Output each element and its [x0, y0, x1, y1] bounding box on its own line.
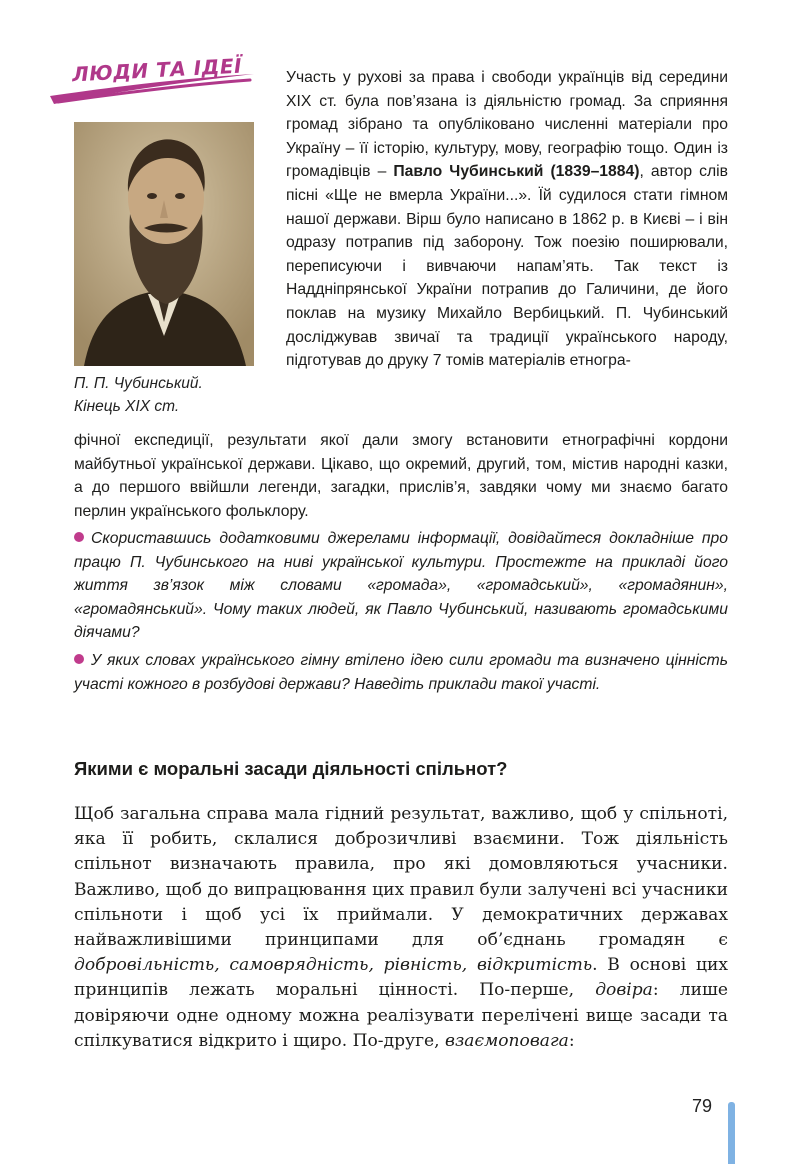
portrait-image	[74, 122, 254, 366]
body-text: :	[568, 1030, 575, 1051]
page-side-bar	[728, 1102, 735, 1164]
emphasis-principles: добровільність, самоврядність, рівність, відкритість	[74, 955, 593, 976]
highlighted-name: Павло Чубинський (1839–1884)	[393, 163, 640, 181]
intro-text: Участь у рухові за права і свободи українців від середини XIX ст. була пов’язана із діяльністю громад. За сприяння громад зібрано та опубліковано численні матеріали про Україну – її історію, культуру, мову, географію тощо. Один із громадівців –	[286, 69, 728, 181]
portrait-caption	[74, 372, 264, 418]
task-item	[74, 649, 728, 696]
caption-line: П. П. Чубинський.	[74, 375, 203, 392]
emphasis-respect: взаємоповага	[445, 1030, 569, 1051]
body-text: Щоб загальна справа мала гідний результат, важливо, щоб у спільноті, яка її робить, склалися доброзичливі взаємини. Тож діяльність спільнот визначають правила, про які домовляються учасники. Важливо, щоб до випрацювання цих правил були залучені всі учасники спільноти і щоб усі їх приймали. У демократичних державах найважливішими принципами для об’єднань громадян є	[74, 804, 728, 951]
body-text: . В основі цих принципів лежать моральні цінності. По-перше,	[74, 955, 728, 1001]
emphasis-trust: довіра	[595, 980, 653, 1001]
bullet-icon	[74, 654, 84, 664]
rubric-header	[44, 52, 259, 114]
task-text: У яких словах українського гімну втілено ідею сили громади та визначено цінність участі кожного в розбудові держави? Наведіть приклади такої участі.	[74, 652, 728, 693]
portrait-photo	[74, 122, 254, 366]
intro-text: фічної експедиції, результати якої дали змогу встановити етнографічні кордони майбутньої української держави. Цікаво, що окремий, другий, том, містив народні казки, а до першого ввійшли легенди, загадки, прислів’я, завдяки чому ми знаємо багато перлин українського фольклору.	[74, 432, 728, 520]
rubric-label: ЛЮДИ ТА ІДЕЇ	[71, 53, 243, 87]
task-text: Скориставшись додатковими джерелами інформації, довідайтеся докладніше про працю П. Чубинського на ниві української культури. Простежте на прикладі його життя зв’язок між словами «громада», «громадський», «громадянин», «громадянський». Чому таких людей, як Павло Чубинський, називають громадськими діячами?	[74, 530, 728, 642]
page-number: 79	[691, 1096, 712, 1116]
bullet-icon	[74, 532, 84, 542]
body-text: : лише довіряючи одне одному можна реалізувати перелічені вище засади та спілкуватися відкрито і щиро. По-друге,	[74, 980, 729, 1051]
caption-line: Кінець XIX ст.	[74, 398, 180, 415]
intro-text: , автор слів пісні «Ще не вмерла України...». Їй судилося стати гімном нашої держави. Вірш було написано в 1862 р. в Києві – і він одразу потрапив під заборону. Тож поезію поширювали, переписуючи і вивчаючи напам’ять. Так текст із Наддніпрянської України потрапив до Галичини, де його поклав на музику Михайло Вербицький. П. Чубинський досліджував звичаї та традиції українського народу, підготував до друку 7 томів матеріалів етногра-	[286, 163, 728, 370]
task-item	[74, 527, 728, 645]
body-paragraph	[74, 802, 728, 1054]
intro-paragraph	[286, 66, 728, 373]
intro-continuation	[74, 429, 728, 523]
section-heading: Якими є моральні засади діяльності спільнот?	[74, 758, 508, 779]
